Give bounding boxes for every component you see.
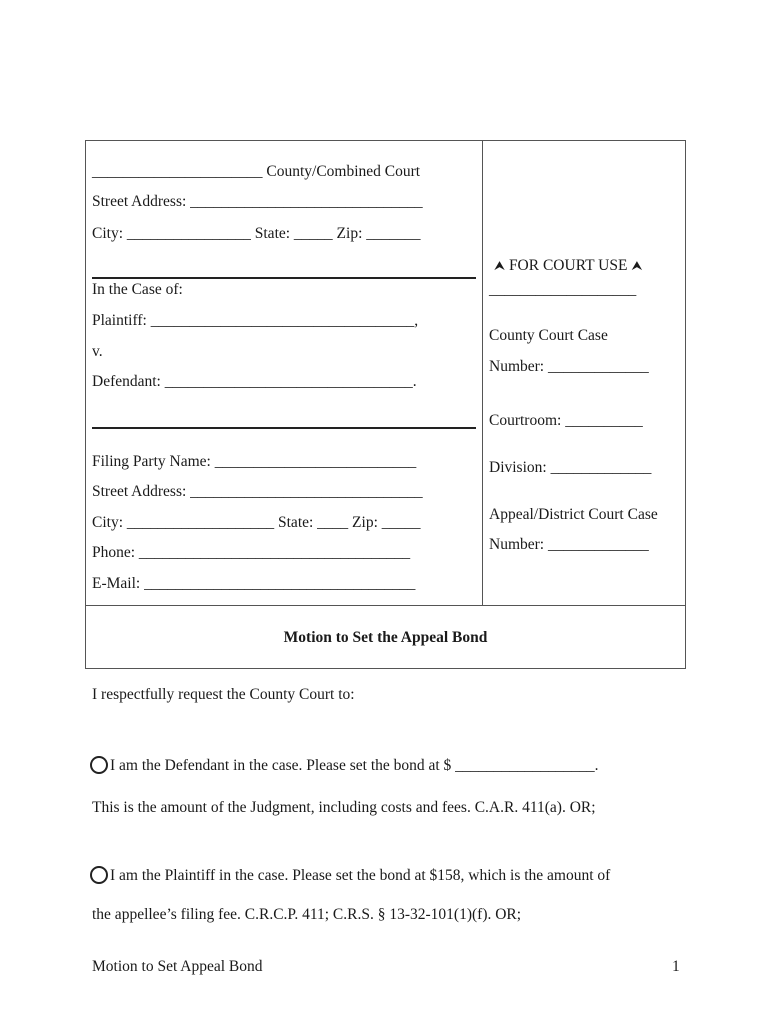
filing-party-city-line[interactable]: City: ___________________ State: ____ Zip: _____	[92, 514, 421, 531]
option-plaintiff	[90, 866, 610, 885]
section-rule-1	[92, 277, 476, 279]
option-defendant-detail: This is the amount of the Judgment, including costs and fees. C.A.R. 411(a). OR;	[92, 799, 596, 816]
caption-divider-horizontal	[86, 605, 685, 606]
filing-party-street-line[interactable]: Street Address: ______________________________	[92, 483, 423, 500]
intro-text: I respectfully request the County Court to:	[92, 686, 355, 703]
caption-box	[85, 140, 686, 669]
filing-party-name-line[interactable]: Filing Party Name: __________________________	[92, 453, 417, 470]
option-plaintiff-detail: the appellee’s filing fee. C.R.C.P. 411; C.R.S. § 13-32-101(1)(f). OR;	[92, 906, 522, 923]
county-case-number-line[interactable]: Number: _____________	[489, 358, 649, 375]
plaintiff-radio-button[interactable]	[90, 866, 108, 884]
courtroom-line[interactable]: Courtroom: __________	[489, 412, 643, 429]
section-rule-2	[92, 427, 476, 429]
court-use-blank-line[interactable]: ___________________	[489, 281, 637, 298]
option-defendant-text: I am the Defendant in the case. Please set the bond at $ __________________.	[110, 757, 599, 774]
caption-divider-vertical	[482, 141, 483, 605]
arrow-up-icon: ⮝	[631, 258, 643, 273]
appeal-case-label: Appeal/District Court Case	[489, 506, 658, 523]
arrow-up-icon: ⮝	[494, 258, 506, 273]
court-use-header	[494, 257, 642, 275]
court-street-line[interactable]: Street Address: ______________________________	[92, 193, 423, 210]
appeal-case-number-line[interactable]: Number: _____________	[489, 536, 649, 553]
defendant-line[interactable]: Defendant: ________________________________.	[92, 373, 417, 390]
case-of-label: In the Case of:	[92, 281, 183, 298]
plaintiff-line[interactable]: Plaintiff: __________________________________,	[92, 312, 419, 329]
county-case-label: County Court Case	[489, 327, 608, 344]
court-name-line[interactable]: ______________________ County/Combined Court	[92, 163, 421, 180]
court-city-line[interactable]: City: ________________ State: _____ Zip: _______	[92, 225, 421, 242]
option-plaintiff-text: I am the Plaintiff in the case. Please set the bond at $158, which is the amount of	[110, 867, 611, 884]
division-line[interactable]: Division: _____________	[489, 459, 652, 476]
page-number: 1	[672, 958, 680, 975]
filing-party-phone-line[interactable]: Phone: ___________________________________	[92, 544, 411, 561]
filing-party-email-line[interactable]: E-Mail: ___________________________________	[92, 575, 416, 592]
versus-label: v.	[92, 343, 103, 360]
court-use-label: FOR COURT USE	[508, 257, 628, 274]
form-title: Motion to Set the Appeal Bond	[283, 629, 488, 646]
option-defendant	[90, 756, 599, 775]
footer-title: Motion to Set Appeal Bond	[92, 958, 263, 975]
defendant-radio-button[interactable]	[90, 756, 108, 774]
